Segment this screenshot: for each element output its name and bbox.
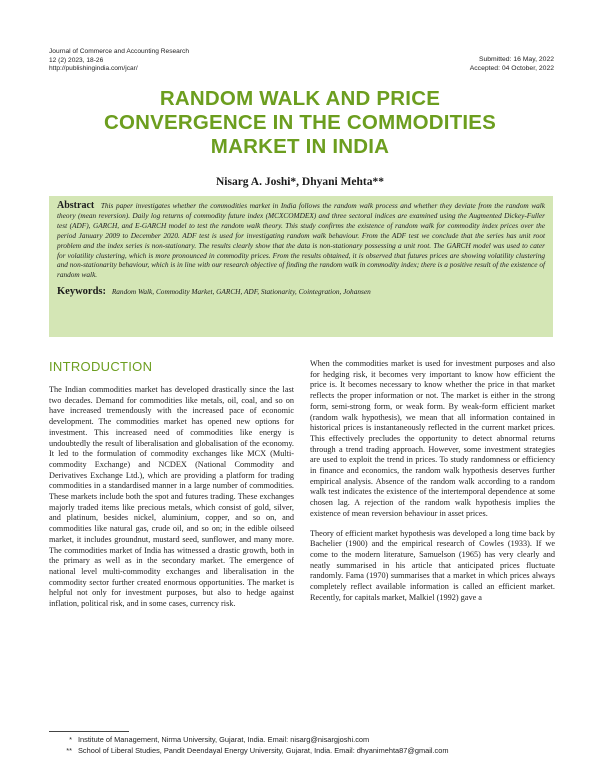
footnote — [50, 735, 560, 746]
right-column — [310, 359, 555, 603]
submission-dates — [354, 56, 554, 74]
journal-name: Journal of Commerce and Accounting Research — [49, 48, 190, 55]
abstract-text: This paper investigates whether the commodities market in India follows the random walk process and whether they deviate from the random walk theory (mean reversion). Daily log returns of commodity future index (MCXCOMDEX) and three sectoral indices are examined using the Augmented Dickey-Fuller test (ADF), GARCH, and E-GARCH model to test the random walk theory. This study confirms the existence of random walk for commodity index prices over the period January 2009 to December 2020. ADF test is used for investigating random walk behaviour. From the ADF test we conclude that the series has unit root problem and the index series is non-stationary. The results clearly show that the data is non-stationary possessing a unit root. The GARCH model was used to cater for volatility clustering, which is more pronounced in commodity prices. From the results obtained, it is observed that futures prices are showing volatility clustering and non-stationarity behaviour, which is in line with our research objective of finding the random walk in commodity index; there is a positive result of the existence of random walk. — [57, 201, 545, 280]
keywords — [57, 286, 545, 297]
journal-url[interactable]: http://publishingindia.com/jcar/ — [49, 65, 138, 73]
title-line: MARKET IN INDIA — [210, 135, 390, 158]
abstract — [57, 201, 545, 280]
footnote — [50, 746, 560, 757]
title-line: CONVERGENCE IN THE COMMODITIES — [103, 111, 497, 134]
paragraph: Theory of efficient market hypothesis was developed a long time back by Bachelier (1900) and the empirical research of Cowles (1933). If we come to the modern literature, Samuelson (1965) has very clearly and neatly summarised in his article that anticipated prices fluctuate randomly. Fama (1970) summarises that a market in which prices always completely reflect available information is called an efficient market. Recently, for capitals market, Malkiel (1992) gave a — [310, 528, 555, 602]
abstract-box — [49, 196, 553, 337]
paragraph: When the commodities market is used for investment purposes and also for hedging risk, it becomes very important to know how efficient the price is. It becomes necessary to know whether the price in that market reflects the proper information or not. The market is either in the strong form, semi-strong form, or weak form. By weak-form efficient market (random walk hypothesis), we mean that all information contained in historical prices is instantaneously reflected in the current market prices. This effectively precludes the opportunity to detect abnormal returns through a trend trading approach. However, some investment strategies are used to exploit the trend in prices. To study randomness or efficiency in finance and economics, the random walk hypothesis deserves further empirical analysis. Absence of the random walk according to a random walk test indicates the existence of the intertemporal dependence at some chosen lag. A rejection of the random walk hypothesis implies the existence of mean reversion behaviour in asset prices. — [310, 359, 555, 518]
paper-title — [40, 87, 560, 159]
submitted-date: Submitted: 16 May, 2022 — [478, 56, 554, 63]
title-line: RANDOM WALK AND PRICE — [159, 87, 441, 110]
accepted-date: Accepted: 04 October, 2022 — [469, 64, 554, 72]
footnote-mark: * — [69, 735, 72, 744]
footnote-divider — [49, 731, 129, 732]
keywords-label: Keywords: — [57, 286, 106, 298]
footnote-text: School of Liberal Studies, Pandit Deendayal Energy University, Gujarat, India. Email: dhyanimehta87@gmail.com — [78, 745, 449, 755]
left-column — [49, 359, 294, 610]
section-heading-introduction: INTRODUCTION — [49, 359, 153, 374]
paragraph: The Indian commodities market has developed drastically since the last two decades. Demand for commodities like metals, oil, coal, and so on have increased tremendously with the increased pace of economic development. The commodities market has opened new options for investment. This increased need of commodities like energy is undoubtedly the result of liberalisation and globalisation of the economy. It led to the formulation of commodity exchanges like MCX (Multi-commodity Exchange) and NCDEX (National Commodity and Derivatives Exchange Ltd.), which are providing a platform for trading commodities in a standardised manner in a large number of commodities. These markets include both the spot and futures trading. These exchanges majorly traded items like precious metals, which consist of gold, silver, and platinum, besides nickel, aluminium, copper, and so on, and commodities like natural gas, crude oil, and so on; in the edible oilseed market, it includes groundnut, mustard seed, sunflower, and many more. The commodities market of India has witnessed a drastic growth, both in the primary as well as in the secondary market. The emergence of national level multi-commodity exchanges and liberalisation in the commodity sector further created enormous opportunities. The market is helpful not only for investment purposes, but also to hedge against inflation, political risk, and in some cases, currency risk. — [49, 385, 294, 609]
journal-volume-issue: 12 (2) 2023, 18-26 — [49, 56, 104, 64]
authors: Nisarg A. Joshi*, Dhyani Mehta** — [215, 176, 385, 188]
keywords-text: Random Walk, Commodity Market, GARCH, ADF, Stationarity, Cointegration, Johansen — [111, 287, 371, 297]
journal-info — [49, 48, 309, 74]
abstract-label: Abstract — [57, 200, 95, 211]
footnotes — [50, 735, 560, 756]
footnote-mark: ** — [66, 745, 72, 755]
footnote-text: Institute of Management, Nirma University, Gujarat, India. Email: nisarg@nisargjoshi.com — [78, 735, 370, 744]
